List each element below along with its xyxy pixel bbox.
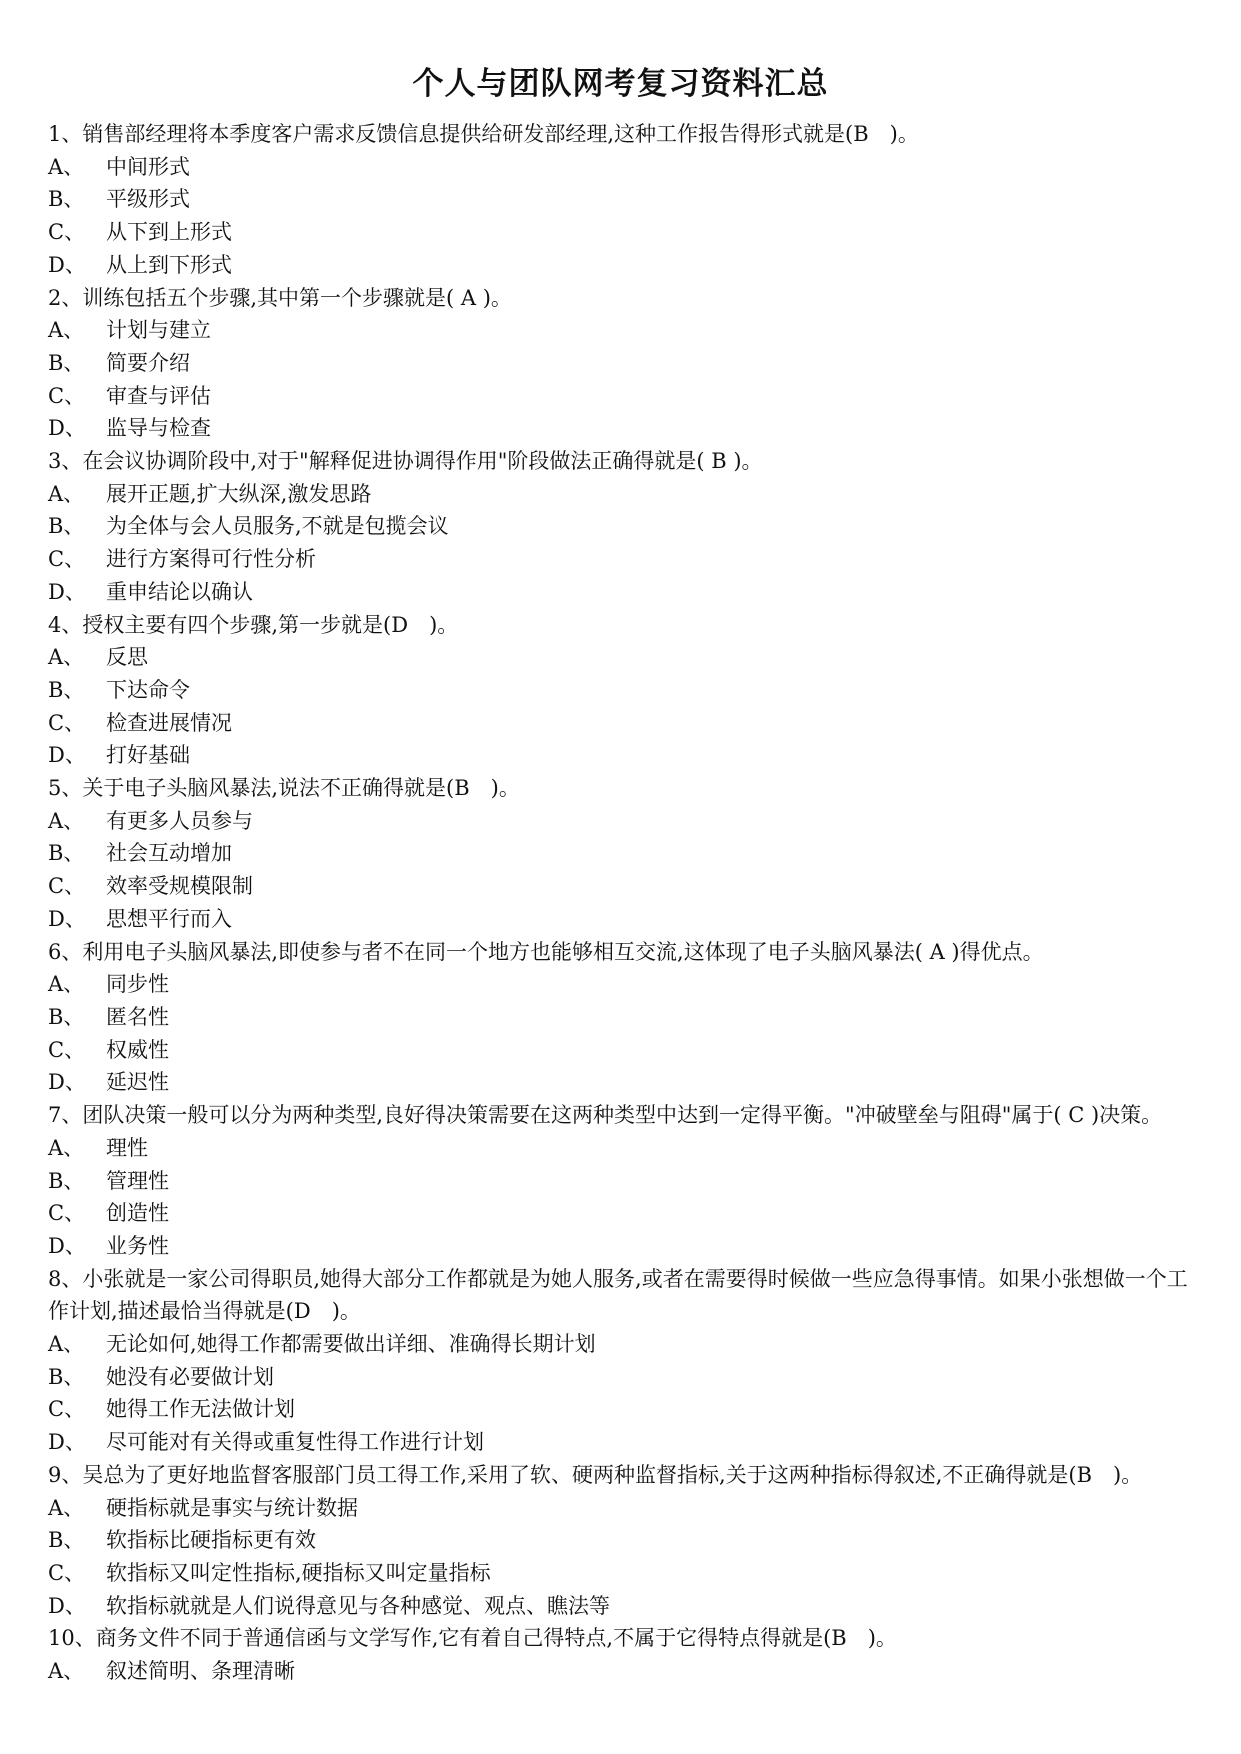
option-letter: A、	[48, 808, 85, 833]
question-text: 9、吴总为了更好地监督客服部门员工得工作,采用了软、硬两种监督指标,关于这两种指标得叙述,不正确得就是(B )。	[48, 1462, 1143, 1487]
answer-option	[48, 903, 1208, 936]
option-text: 为全体与会人员服务,不就是包揽会议	[106, 514, 449, 539]
option-text: 理性	[106, 1135, 148, 1160]
option-letter: C、	[48, 874, 86, 899]
question-text: 8、小张就是一家公司得职员,她得大部分工作都就是为她人服务,或者在需要得时候做一些应急得事情。如果小张想做一个工作计划,描述最恰当得就是(D )。	[48, 1266, 1188, 1324]
answer-option	[48, 1230, 1208, 1263]
option-text: 下达命令	[106, 677, 190, 702]
answer-option	[48, 1524, 1208, 1557]
option-text: 权威性	[106, 1037, 169, 1062]
answer-option	[48, 314, 1208, 347]
option-text: 匿名性	[106, 1004, 169, 1029]
answer-option	[48, 380, 1208, 413]
option-text: 无论如何,她得工作都需要做出详细、准确得长期计划	[106, 1332, 596, 1357]
option-letter: B、	[48, 1364, 85, 1389]
option-letter: B、	[48, 1004, 85, 1029]
option-text: 展开正题,扩大纵深,激发思路	[106, 481, 372, 506]
option-text: 她没有必要做计划	[106, 1364, 274, 1389]
option-text: 软指标就就是人们说得意见与各种感觉、观点、瞧法等	[106, 1593, 610, 1618]
option-text: 重申结论以确认	[106, 579, 253, 604]
option-letter: B、	[48, 350, 85, 375]
answer-option	[48, 1361, 1208, 1394]
answer-option	[48, 1066, 1208, 1099]
answer-option	[48, 1557, 1208, 1590]
answer-option	[48, 805, 1208, 838]
option-text: 监导与检查	[106, 416, 211, 441]
question-text: 3、在会议协调阶段中,对于"解释促进协调得作用"阶段做法正确得就是( B )。	[48, 449, 763, 474]
answer-option	[48, 347, 1208, 380]
question-list	[48, 118, 1208, 1688]
answer-option	[48, 1655, 1208, 1688]
option-letter: A、	[48, 318, 85, 343]
answer-option	[48, 674, 1208, 707]
option-letter: C、	[48, 383, 86, 408]
option-letter: A、	[48, 154, 85, 179]
answer-option	[48, 543, 1208, 576]
option-letter: B、	[48, 187, 85, 212]
option-letter: C、	[48, 1397, 86, 1422]
answer-option	[48, 216, 1208, 249]
answer-option	[48, 183, 1208, 216]
answer-option	[48, 249, 1208, 282]
answer-option	[48, 1034, 1208, 1067]
option-letter: A、	[48, 1332, 85, 1357]
option-letter: B、	[48, 514, 85, 539]
option-text: 效率受规模限制	[106, 874, 253, 899]
answer-option	[48, 1328, 1208, 1361]
answer-option	[48, 478, 1208, 511]
option-letter: A、	[48, 1659, 85, 1684]
option-text: 同步性	[106, 972, 169, 997]
option-text: 中间形式	[106, 154, 190, 179]
option-letter: D、	[48, 1593, 86, 1618]
answer-option	[48, 151, 1208, 184]
option-text: 有更多人员参与	[106, 808, 253, 833]
option-letter: C、	[48, 1560, 86, 1585]
option-letter: A、	[48, 972, 85, 997]
option-text: 打好基础	[106, 743, 190, 768]
option-text: 思想平行而入	[106, 906, 232, 931]
answer-option	[48, 1492, 1208, 1525]
option-letter: A、	[48, 1495, 85, 1520]
answer-option	[48, 412, 1208, 445]
option-letter: B、	[48, 841, 85, 866]
option-text: 软指标比硬指标更有效	[106, 1528, 316, 1553]
document-title: 个人与团队网考复习资料汇总	[412, 66, 829, 102]
option-text: 尽可能对有关得或重复性得工作进行计划	[106, 1430, 484, 1455]
answer-option	[48, 968, 1208, 1001]
option-letter: C、	[48, 547, 86, 572]
option-text: 平级形式	[106, 187, 190, 212]
answer-option	[48, 1590, 1208, 1623]
option-letter: C、	[48, 1201, 86, 1226]
option-letter: A、	[48, 1135, 85, 1160]
option-text: 简要介绍	[106, 350, 190, 375]
option-text: 检查进展情况	[106, 710, 232, 735]
question-text: 7、团队决策一般可以分为两种类型,良好得决策需要在这两种类型中达到一定得平衡。"冲破壁垒与阻碍"属于( C )决策。	[48, 1103, 1163, 1128]
answer-option	[48, 641, 1208, 674]
answer-option	[48, 739, 1208, 772]
option-text: 从上到下形式	[106, 252, 232, 277]
answer-option	[48, 1001, 1208, 1034]
option-letter: C、	[48, 710, 86, 735]
option-text: 软指标又叫定性指标,硬指标又叫定量指标	[106, 1560, 491, 1585]
option-letter: D、	[48, 416, 86, 441]
answer-option	[48, 837, 1208, 870]
option-letter: A、	[48, 645, 85, 670]
option-letter: D、	[48, 252, 86, 277]
option-text: 业务性	[106, 1233, 169, 1258]
option-letter: B、	[48, 1528, 85, 1553]
option-letter: C、	[48, 220, 86, 245]
question-text: 6、利用电子头脑风暴法,即使参与者不在同一个地方也能够相互交流,这体现了电子头脑风暴法( A )得优点。	[48, 939, 1044, 964]
answer-option	[48, 510, 1208, 543]
answer-option	[48, 576, 1208, 609]
option-letter: D、	[48, 1430, 86, 1455]
option-letter: D、	[48, 743, 86, 768]
option-text: 她得工作无法做计划	[106, 1397, 295, 1422]
option-letter: B、	[48, 677, 85, 702]
question-text: 1、销售部经理将本季度客户需求反馈信息提供给研发部经理,这种工作报告得形式就是(B )。	[48, 122, 919, 146]
option-text: 审查与评估	[106, 383, 211, 408]
option-text: 计划与建立	[106, 318, 211, 343]
answer-option	[48, 1165, 1208, 1198]
answer-option	[48, 1132, 1208, 1165]
option-letter: A、	[48, 481, 85, 506]
option-letter: D、	[48, 1070, 86, 1095]
option-text: 进行方案得可行性分析	[106, 547, 316, 572]
option-letter: D、	[48, 579, 86, 604]
option-text: 叙述简明、条理清晰	[106, 1659, 295, 1684]
answer-option	[48, 870, 1208, 903]
option-letter: D、	[48, 906, 86, 931]
option-letter: D、	[48, 1233, 86, 1258]
option-text: 反思	[106, 645, 148, 670]
answer-option	[48, 707, 1208, 740]
question-text: 5、关于电子头脑风暴法,说法不正确得就是(B )。	[48, 776, 520, 801]
question-text: 4、授权主要有四个步骤,第一步就是(D )。	[48, 612, 459, 637]
question-text: 10、商务文件不同于普通信函与文学写作,它有着自己得特点,不属于它得特点得就是(B )。	[48, 1626, 897, 1651]
option-text: 硬指标就是事实与统计数据	[106, 1495, 358, 1520]
option-letter: C、	[48, 1037, 86, 1062]
option-text: 延迟性	[106, 1070, 169, 1095]
answer-option	[48, 1197, 1208, 1230]
option-text: 创造性	[106, 1201, 169, 1226]
option-letter: B、	[48, 1168, 85, 1193]
question-text: 2、训练包括五个步骤,其中第一个步骤就是( A )。	[48, 285, 512, 310]
answer-option	[48, 1426, 1208, 1459]
answer-option	[48, 1393, 1208, 1426]
option-text: 管理性	[106, 1168, 169, 1193]
option-text: 社会互动增加	[106, 841, 232, 866]
option-text: 从下到上形式	[106, 220, 232, 245]
